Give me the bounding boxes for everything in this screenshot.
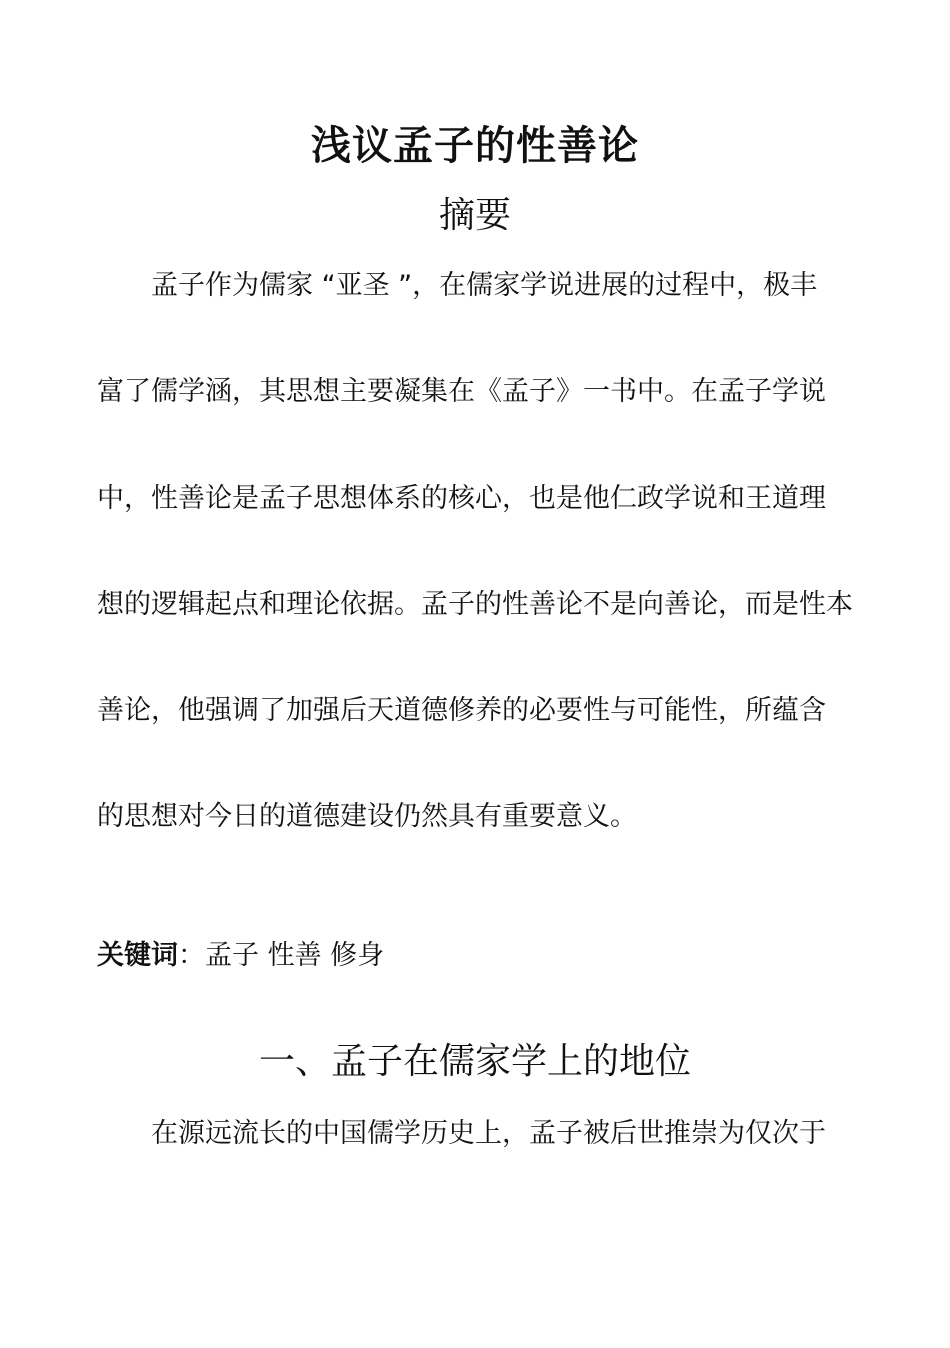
abstract-line: 想的逻辑起点和理论依据。孟子的性善论不是向善论，而是性本 — [97, 589, 853, 620]
section-first-line: 在源远流长的中国儒学历史上，孟子被后世推崇为仅次于 — [151, 1118, 826, 1149]
section-heading: 一、孟子在儒家学上的地位 — [258, 1041, 691, 1082]
abstract-heading: 摘要 — [438, 195, 511, 236]
abstract-line: 善论，他强调了加强后天道德修养的必要性与可能性，所蕴含 — [97, 695, 826, 726]
abstract-line: 中，性善论是孟子思想体系的核心，也是他仁政学说和王道理 — [97, 483, 826, 514]
document-title: 浅议孟子的性善论 — [311, 123, 639, 169]
abstract-line: 富了儒学涵，其思想主要凝集在《孟子》一书中。在孟子学说 — [97, 376, 826, 407]
abstract-line: 的思想对今日的道德建设仍然具有重要意义。 — [97, 801, 637, 832]
keywords-values: 孟子 性善 修身 — [205, 940, 385, 971]
keywords-separator: ： — [178, 940, 205, 971]
abstract-line: 孟子作为儒家 “亚圣 ”，在儒家学说进展的过程中，极丰 — [151, 270, 818, 301]
keywords-label: 关键词 — [97, 940, 178, 971]
keywords — [97, 938, 384, 974]
